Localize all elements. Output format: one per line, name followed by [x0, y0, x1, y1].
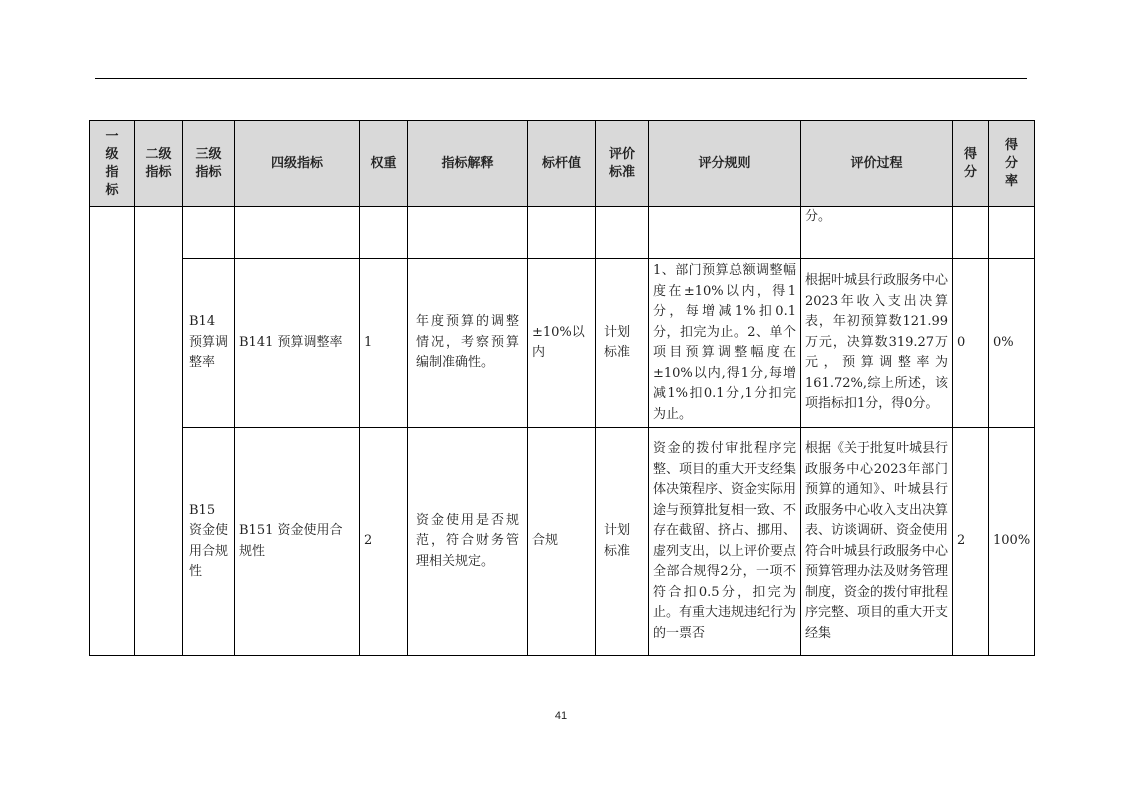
- standard-cell: 计划标准: [596, 428, 649, 656]
- level4-cell: [235, 207, 360, 259]
- level1-cell: [90, 207, 135, 656]
- rule-cell: 1、部门预算总额调整幅度在±10%以内，得1分，每增减1%扣0.1分，扣完为止。2、单个项目预算调整幅度在±10%以内,得1分,每增减1%扣0.1分,1分扣完为止。: [649, 259, 801, 428]
- rate-cell: 100%: [989, 428, 1035, 656]
- benchmark-cell: ±10%以内: [528, 259, 596, 428]
- process-cell: 根据《关于批复叶城县行政服务中心2023年部门预算的通知》、叶城县行政服务中心收入支出决算表、访谈调研、资金使用符合叶城县行政服务中心预算管理办法及财务管理制度，资金的拨付审批程序完整、项目的重大开支经集: [801, 428, 953, 656]
- level3-cell: B15资金使用合规性: [183, 428, 235, 656]
- explanation-cell: 资金使用是否规范，符合财务管理相关规定。: [408, 428, 528, 656]
- weight-cell: [360, 207, 408, 259]
- level4-cell: B141 预算调整率: [235, 259, 360, 428]
- score-cell: [953, 207, 989, 259]
- weight-cell: 2: [360, 428, 408, 656]
- benchmark-cell: [528, 207, 596, 259]
- header-process: 评价过程: [801, 121, 953, 207]
- header-standard: 评价标准: [596, 121, 649, 207]
- explanation-cell: 年度预算的调整情况，考察预算编制准确性。: [408, 259, 528, 428]
- process-cell: 根据叶城县行政服务中心2023年收入支出决算表，年初预算数121.99万元，决算数319.27万元，预算调整率为161.72%,综上所述，该项指标扣1分，得0分。: [801, 259, 953, 428]
- header-level2: 二级指标: [135, 121, 183, 207]
- level4-cell: B151 资金使用合规性: [235, 428, 360, 656]
- explanation-cell: [408, 207, 528, 259]
- page-number: 41: [554, 710, 568, 722]
- table-row: [90, 259, 1035, 428]
- rule-cell: [649, 207, 801, 259]
- level3-cell: B14预算调整率: [183, 259, 235, 428]
- header-level3: 三级指标: [183, 121, 235, 207]
- standard-cell: [596, 207, 649, 259]
- standard-cell: 计划标准: [596, 259, 649, 428]
- header-explanation: 指标解释: [408, 121, 528, 207]
- score-cell: 0: [953, 259, 989, 428]
- header-benchmark: 标杆值: [528, 121, 596, 207]
- header-rate: 得分率: [989, 121, 1035, 207]
- header-rule: [95, 78, 1027, 79]
- evaluation-table: [89, 120, 1035, 656]
- level2-cell: [135, 207, 183, 656]
- process-cell: 分。: [801, 207, 953, 259]
- header-level4: 四级指标: [235, 121, 360, 207]
- level3-cell: [183, 207, 235, 259]
- header-weight: 权重: [360, 121, 408, 207]
- header-row: [90, 121, 1035, 207]
- header-score: 得分: [953, 121, 989, 207]
- rate-cell: [989, 207, 1035, 259]
- weight-cell: 1: [360, 259, 408, 428]
- table-row: [90, 207, 1035, 259]
- score-cell: 2: [953, 428, 989, 656]
- table-row: [90, 428, 1035, 656]
- rate-cell: 0%: [989, 259, 1035, 428]
- benchmark-cell: 合规: [528, 428, 596, 656]
- header-rule: 评分规则: [649, 121, 801, 207]
- rule-cell: 资金的拨付审批程序完整、项目的重大开支经集体决策程序、资金实际用途与预算批复相一致、不存在截留、挤占、挪用、虚列支出，以上评价要点全部合规得2分，一项不符合扣0.5分，扣完为止。有重大违规违纪行为的一票否: [649, 428, 801, 656]
- header-level1: 一级指标: [90, 121, 135, 207]
